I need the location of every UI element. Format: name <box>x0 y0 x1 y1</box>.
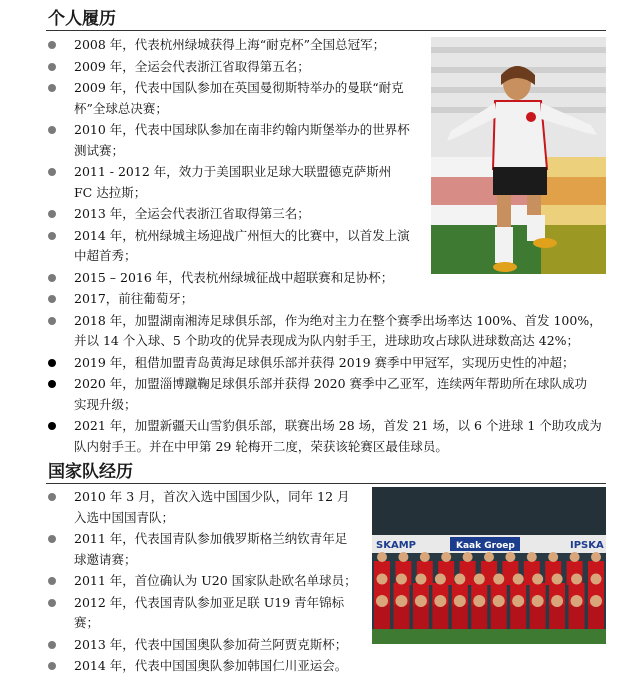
bullet-icon <box>48 317 56 325</box>
section-divider <box>46 483 606 484</box>
list-item <box>48 416 613 457</box>
bullet-icon <box>48 422 56 430</box>
player-figure <box>569 605 585 629</box>
bullet-icon <box>48 210 56 218</box>
bullet-icon <box>48 599 56 607</box>
item-text: 2011 年，代表国青队参加俄罗斯格兰纳钦青年足 <box>74 531 348 546</box>
bullet-icon <box>48 126 56 134</box>
player-head <box>527 552 537 562</box>
player-head <box>376 595 388 607</box>
bullet-icon <box>48 535 56 543</box>
player-figure <box>510 605 526 629</box>
item-text: 2020 年，加盟淄博蹴鞠足球俱乐部并获得 2020 赛季中乙亚军，连续两年帮助所在球队成功 <box>74 376 588 391</box>
item-text: 2009 年，代表中国队参加在英国曼彻斯特举办的曼联“耐克 <box>74 80 404 95</box>
player-head <box>434 595 446 607</box>
item-text: 2010 年 3 月，首次入选中国国少队，同年 12 月 <box>74 489 350 504</box>
player-figure <box>374 605 390 629</box>
item-text-continued: 入选中国国青队； <box>74 509 175 525</box>
player-head <box>512 595 524 607</box>
item-text-continued: FC 达拉斯； <box>74 184 147 200</box>
list-item <box>48 487 368 528</box>
item-text: 2013 年，全运会代表浙江省取得第三名； <box>74 206 310 221</box>
item-text: 2015 – 2016 年，代表杭州绿城征战中超联赛和足协杯； <box>74 269 394 285</box>
player-head <box>571 574 582 585</box>
player-head <box>532 574 543 585</box>
player-head <box>377 552 387 562</box>
player-head <box>395 595 407 607</box>
item-text: 2018 年，加盟湖南湘涛足球俱乐部，作为绝对主力在整个赛季出场率达 100%、首发 100%， <box>74 312 602 328</box>
player-head <box>415 595 427 607</box>
player-head <box>505 552 515 562</box>
player-head <box>591 574 602 585</box>
item-text-continued: 队内射手王。并在中甲第 29 轮梅开二度，荣获该轮赛区最佳球员。 <box>74 438 448 454</box>
player-head <box>396 574 407 585</box>
player-figure <box>491 605 507 629</box>
player-figure <box>393 605 409 629</box>
section-title-national-team: 国家队经历 <box>48 462 133 482</box>
item-text: 2014 年，代表中国国奥队参加韩国仁川亚运会。 <box>74 658 348 673</box>
bullet-icon <box>48 662 56 670</box>
item-text: 2011 - 2012 年，效力于美国职业足球大联盟德克萨斯州 <box>74 164 392 179</box>
player-figure <box>588 605 604 629</box>
bullet-icon <box>48 577 56 585</box>
player-head <box>590 595 602 607</box>
list-item <box>48 656 368 677</box>
team-group-photo <box>372 487 606 644</box>
list-item <box>48 289 613 310</box>
bullet-icon <box>48 493 56 501</box>
player-figure <box>452 605 468 629</box>
player-head <box>435 574 446 585</box>
item-text-continued: 中超首秀； <box>74 248 137 263</box>
list-item <box>48 374 613 415</box>
bullet-icon <box>48 168 56 176</box>
player-head <box>473 595 485 607</box>
bullet-icon <box>48 41 56 49</box>
player-head <box>415 574 426 585</box>
bullet-icon <box>48 295 56 303</box>
list-item <box>48 353 613 374</box>
bullet-icon <box>48 359 56 367</box>
section-divider <box>46 30 606 31</box>
player-head <box>377 574 388 585</box>
item-text-continued: 杯”全球总决赛； <box>74 100 168 116</box>
player-head <box>548 552 558 562</box>
item-text-continued: 实现升级； <box>74 396 137 412</box>
player-celebration-photo <box>431 37 606 274</box>
item-text-continued: 并以 14 个入球、5 个助攻的优异表现成为队内射手王，进球助攻占球队进球数高达 42%； <box>74 333 580 348</box>
player-head <box>513 574 524 585</box>
item-text: 2008 年，代表杭州绿城获得上海“耐克杯”全国总冠军； <box>74 37 386 52</box>
bullet-icon <box>48 84 56 92</box>
player-figure <box>432 605 448 629</box>
item-text-continued: 球邀请赛； <box>74 551 137 567</box>
banner-skamp: SKAMP <box>376 540 416 551</box>
bullet-icon <box>48 63 56 71</box>
banner-ipska: IPSKA <box>570 540 604 551</box>
player-head <box>398 552 408 562</box>
item-text: 2012 年，代表国青队参加亚足联 U19 青年锦标赛； <box>74 594 345 630</box>
player-head <box>484 552 494 562</box>
section-title-career: 个人履历 <box>48 9 116 29</box>
item-text: 2013 年，代表中国国奥队参加荷兰阿贾克斯杯； <box>74 636 348 652</box>
player-head <box>570 552 580 562</box>
player-head <box>493 574 504 585</box>
player-head <box>493 595 505 607</box>
bullet-icon <box>48 380 56 388</box>
player-head <box>454 574 465 585</box>
player-figure <box>413 605 429 629</box>
list-item <box>48 635 368 656</box>
item-text: 2011 年，首位确认为 U20 国家队赴欧名单球员； <box>74 573 357 588</box>
player-head <box>552 574 563 585</box>
list-item <box>48 593 368 634</box>
item-text: 2021 年，加盟新疆天山雪豹俱乐部，联赛出场 28 场，首发 21 场，以 6 个进球 1 个助攻成为 <box>74 418 602 433</box>
item-text: 2014 年，杭州绿城主场迎战广州恒大的比赛中，以首发上演 <box>74 227 410 243</box>
item-text: 2017，前往葡萄牙； <box>74 291 194 306</box>
bullet-icon <box>48 274 56 282</box>
national-team-list <box>48 487 368 678</box>
player-figure <box>549 605 565 629</box>
list-item <box>48 529 368 570</box>
player-head <box>441 552 451 562</box>
item-text: 2019 年，租借加盟青岛黄海足球俱乐部并获得 2019 赛季中甲冠军，实现历史性的冲超； <box>74 354 575 370</box>
player-figure <box>471 605 487 629</box>
bullet-icon <box>48 641 56 649</box>
item-text: 2009 年，全运会代表浙江省取得第五名； <box>74 58 310 74</box>
player-head <box>463 552 473 562</box>
player-head <box>454 595 466 607</box>
player-head <box>474 574 485 585</box>
list-item <box>48 311 613 352</box>
item-text-continued: 测试赛； <box>74 142 125 158</box>
player-figure <box>530 605 546 629</box>
player-head <box>591 552 601 562</box>
player-head <box>571 595 583 607</box>
banner-kaak: Kaak Groep <box>456 541 515 551</box>
player-head <box>532 595 544 607</box>
item-text: 2010 年，代表中国球队参加在南非约翰内斯堡举办的世界杯 <box>74 122 410 137</box>
bullet-icon <box>48 232 56 240</box>
player-head <box>420 552 430 562</box>
list-item <box>48 571 368 592</box>
player-head <box>551 595 563 607</box>
